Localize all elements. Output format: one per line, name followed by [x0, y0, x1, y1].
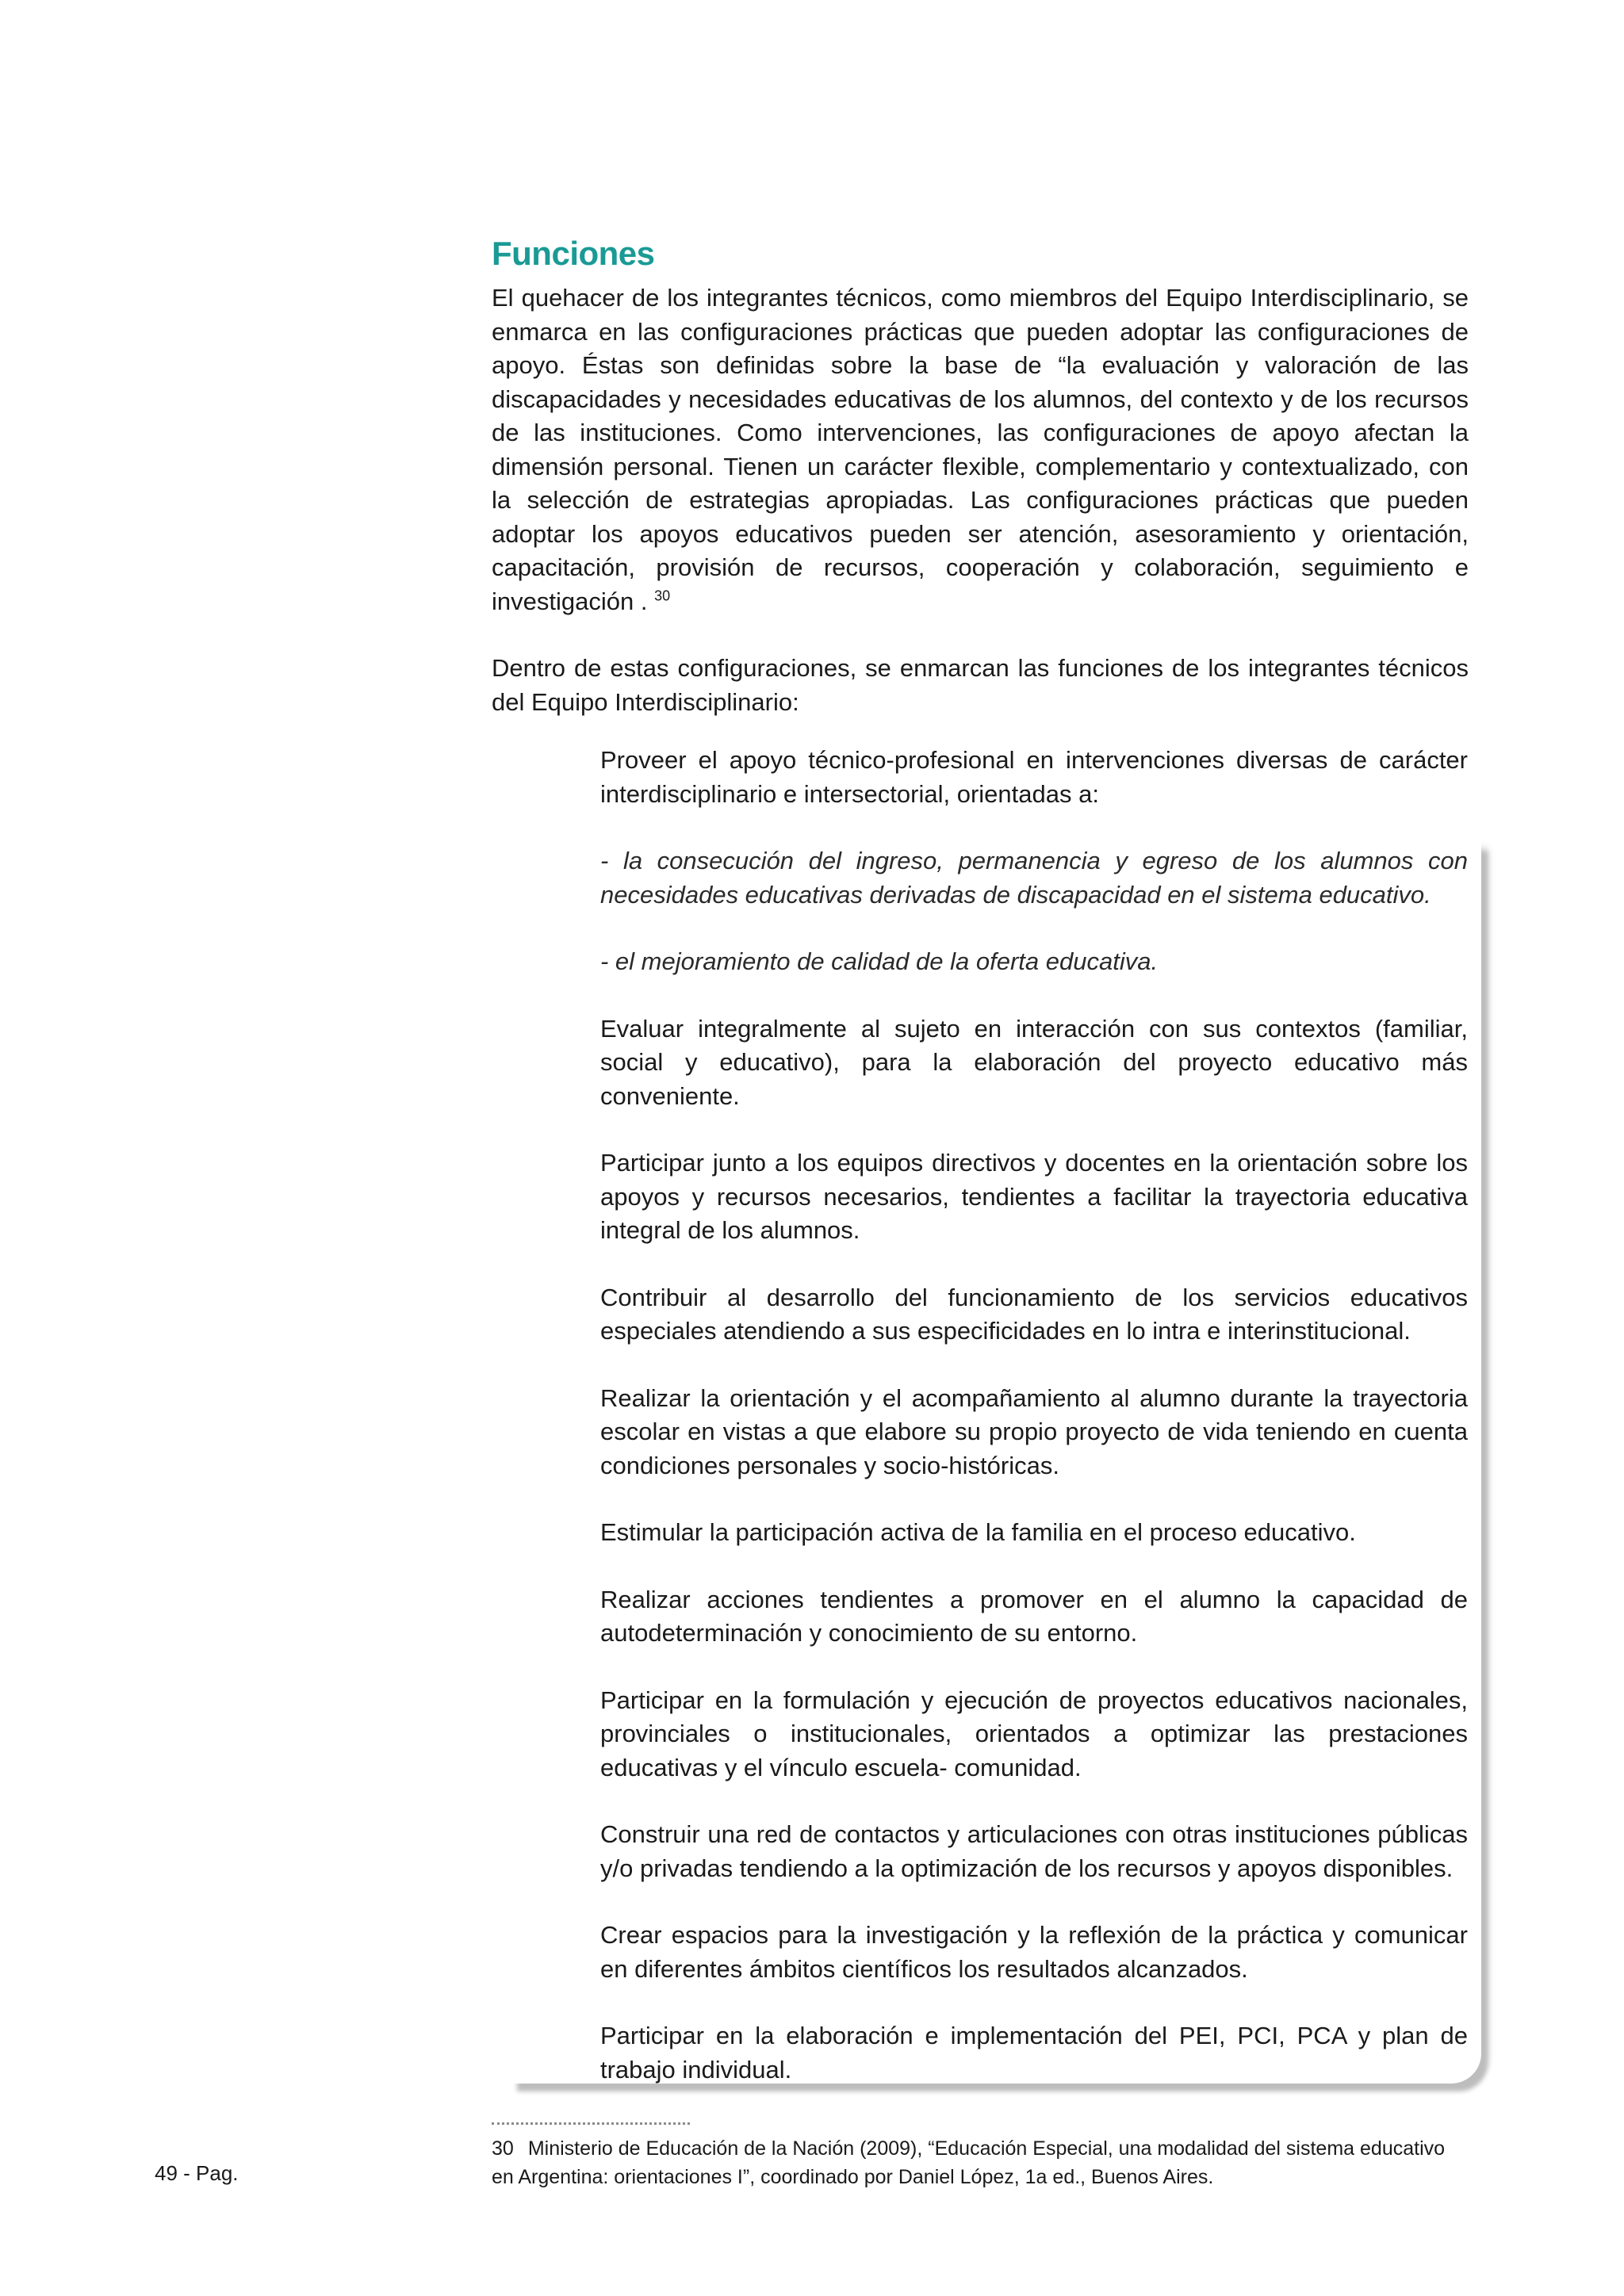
function-item: Participar en la elaboración e implementación del PEI, PCI, PCA y plan de trabajo individual.	[600, 2022, 1468, 2084]
footnote-number: 30	[492, 2137, 514, 2160]
function-item: Evaluar integralmente al sujeto en interacción con sus contextos (familiar, social y educativo), para la elaboración del proyecto educativo más conveniente.	[600, 1014, 1468, 1110]
functions-list	[600, 744, 1468, 2120]
function-item: Estimular la participación activa de la familia en el proceso educativo.	[600, 1518, 1356, 1546]
footnote	[492, 2134, 1469, 2191]
intro-text	[492, 281, 1469, 752]
function-item: Participar junto a los equipos directivos y docentes en la orientación sobre los apoyos y recursos necesarios, tendientes a facilitar la trayectoria educativa integral de los alumnos.	[600, 1149, 1468, 1244]
footnote-separator	[492, 2122, 690, 2125]
function-subitem: - el mejoramiento de calidad de la oferta educativa.	[600, 947, 1159, 975]
function-item: Realizar acciones tendientes a promover en el alumno la capacidad de autodeterminación y conocimiento de su entorno.	[600, 1585, 1468, 1647]
intro-paragraph-text: El quehacer de los integrantes técnicos, como miembros del Equipo Interdisciplinario, se enmarca en las configuraciones prácticas que pueden adoptar las configuraciones de apoyo. Éstas son definidas sobre la base de “la evaluación y valoración de las discapacidades y necesidades educativas de los alumnos, del contexto y de los recursos de las instituciones. Como intervenciones, las configuraciones de apoyo afectan la dimensión personal. Tienen un carácter flexible, complementario y contextualizado, con la selección de estrategias apropiadas. Las configuraciones prácticas que pueden adoptar los apoyos educativos pueden ser atención, asesoramiento y orientación, capacitación, provisión de recursos, cooperación y colaboración, seguimiento e investigación .	[492, 284, 1469, 615]
section-title: Funciones	[492, 235, 655, 273]
footnote-reference: 30	[654, 587, 671, 604]
function-subitem: - la consecución del ingreso, permanencia y egreso de los alumnos con necesidades educativas derivadas de discapacidad en el sistema educativo.	[600, 847, 1468, 909]
function-item: Contribuir al desarrollo del funcionamiento de los servicios educativos especiales atendiendo a sus especificidades en lo intra e interinstitucional.	[600, 1283, 1468, 1345]
intro-paragraph	[492, 281, 1469, 618]
function-item: Realizar la orientación y el acompañamiento al alumno durante la trayectoria escolar en vistas a que elabore su propio proyecto de vida teniendo en cuenta condiciones personales y socio-históricas.	[600, 1383, 1468, 1479]
function-item: Crear espacios para la investigación y la reflexión de la práctica y comunicar en diferentes ámbitos científicos los resultados alcanzados.	[600, 1921, 1468, 1983]
function-item: Participar en la formulación y ejecución de proyectos educativos nacionales, provinciales o institucionales, orientados a optimizar las prestaciones educativas y el vínculo escuela- comunidad.	[600, 1686, 1468, 1781]
intro-paragraph: Dentro de estas configuraciones, se enmarcan las funciones de los integrantes técnicos del Equipo Interdisciplinario:	[492, 654, 1469, 716]
footnote-text: Ministerio de Educación de la Nación (2009), “Educación Especial, una modalidad del sistema educativo en Argentina: orientaciones I”, coordinado por Daniel López, 1a ed., Buenos Aires.	[492, 2137, 1446, 2188]
function-item: Construir una red de contactos y articulaciones con otras instituciones públicas y/o privadas tendiendo a la optimización de los recursos y apoyos disponibles.	[600, 1820, 1468, 1882]
page-number: 49 - Pag.	[155, 2161, 239, 2185]
function-item: Proveer el apoyo técnico-profesional en intervenciones diversas de carácter interdisciplinario e intersectorial, orientadas a:	[600, 746, 1468, 808]
